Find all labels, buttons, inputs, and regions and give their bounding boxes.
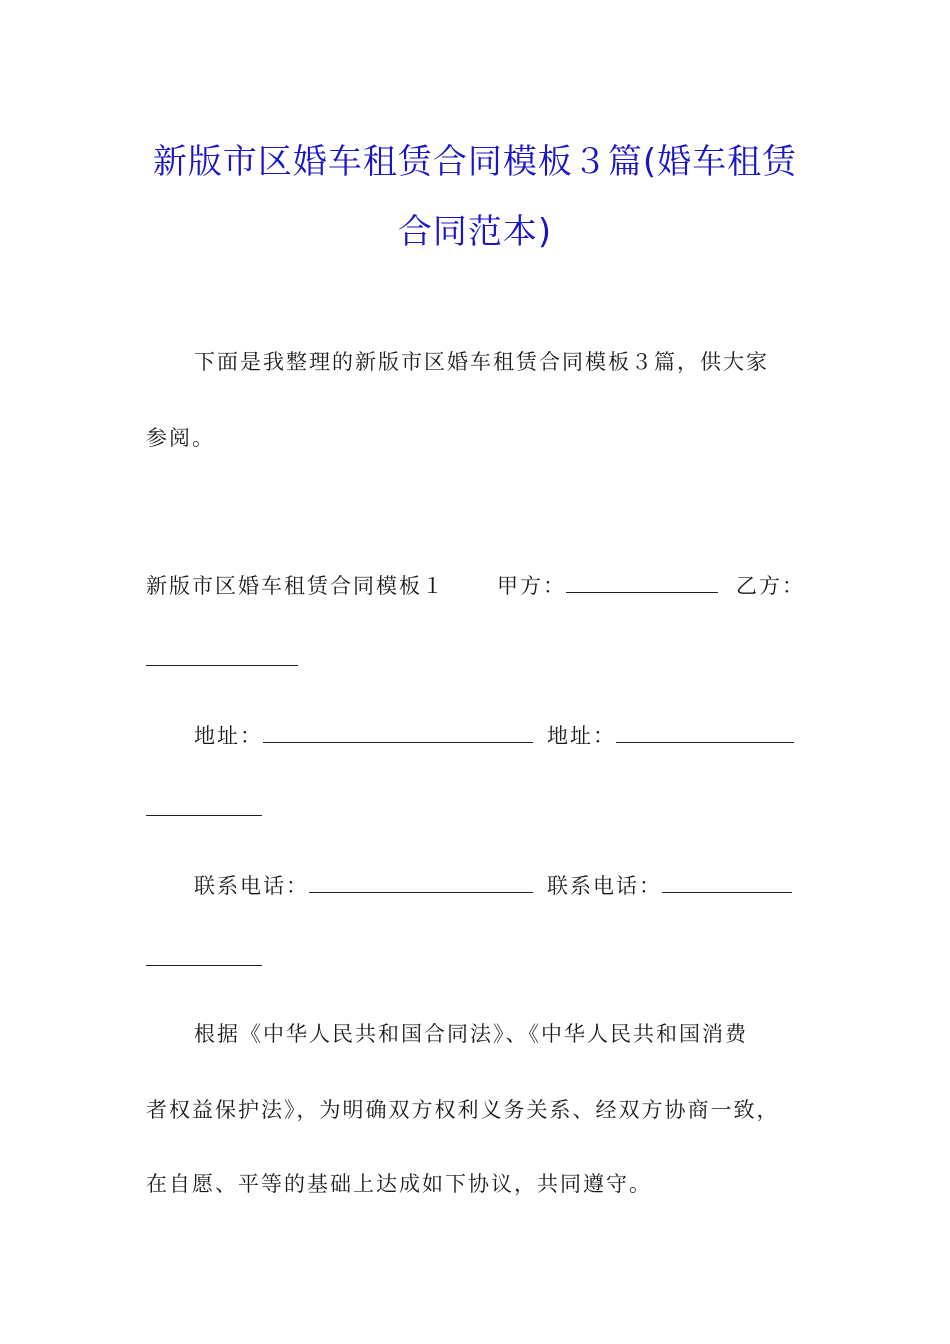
phone-b-blank [662, 873, 792, 893]
document-title-line-2: 合同范本) [397, 212, 553, 252]
phone-b-blank-row [146, 946, 262, 971]
document-title-line-1: 新版市区婚车租赁合同模板３篇(婚车租赁 [152, 142, 798, 182]
address-row [194, 720, 794, 750]
phone-a-blank [309, 873, 533, 893]
phone-row [194, 870, 792, 900]
address-b-blank-continued [146, 796, 262, 816]
phone-a-label: 联系电话： [194, 874, 309, 898]
address-b-label: 地址： [547, 724, 616, 748]
contract-body-line-3: 在自愿、平等的基础上达成如下协议，共同遵守。 [146, 1172, 652, 1196]
contract-heading-row [146, 570, 805, 600]
address-b-blank-row [146, 796, 262, 821]
address-b-blank [616, 723, 794, 743]
phone-b-blank-continued [146, 946, 262, 966]
party-b-blank-row [146, 646, 298, 671]
phone-b-label: 联系电话： [547, 874, 662, 898]
intro-line-1: 下面是我整理的新版市区婚车租赁合同模板３篇，供大家 [194, 350, 769, 374]
intro-line-2: 参阅。 [146, 426, 215, 450]
party-a-blank [566, 573, 718, 593]
address-a-blank [263, 723, 533, 743]
party-b-blank [146, 646, 298, 666]
contract-body-line-1: 根据《中华人民共和国合同法》、《中华人民共和国消费 [194, 1022, 748, 1046]
party-b-label: 乙方： [736, 574, 805, 598]
contract-body-line-2: 者权益保护法》，为明确双方权利义务关系、经双方协商一致， [146, 1098, 780, 1122]
party-a-label: 甲方： [497, 574, 566, 598]
address-a-label: 地址： [194, 724, 263, 748]
contract-heading: 新版市区婚车租赁合同模板１ [146, 574, 445, 598]
